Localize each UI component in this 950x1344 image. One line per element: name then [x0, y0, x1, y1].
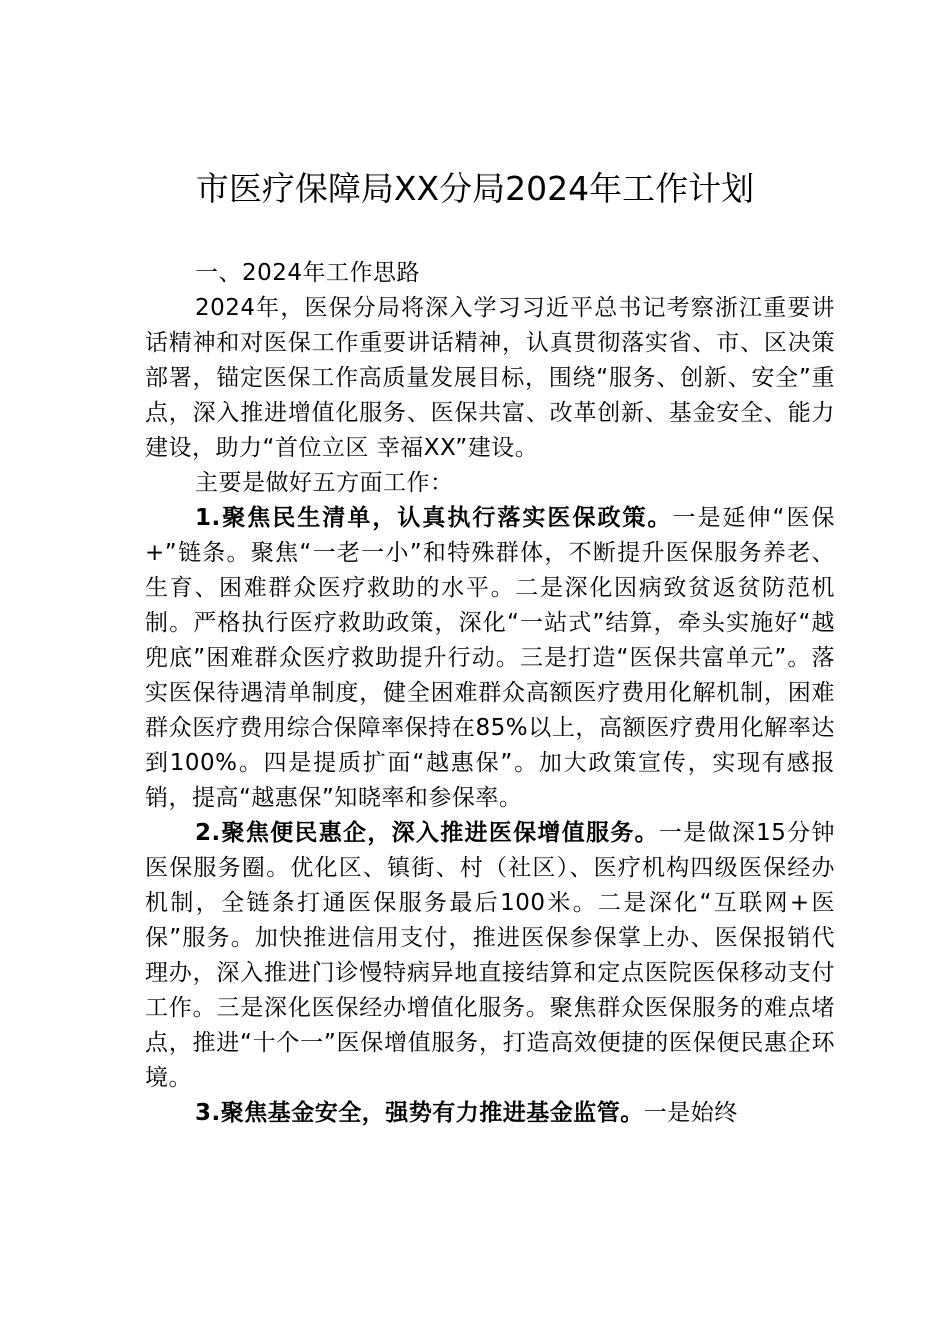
item-1-lead: 1.聚焦民生清单，认真执行落实医保政策。	[195, 505, 673, 531]
paragraph-item-2	[145, 816, 835, 1096]
item-2-lead: 2.聚焦便民惠企，深入推进医保增值服务。	[195, 820, 659, 846]
document-body	[145, 256, 835, 1131]
item-1-text: 一是延伸“医保+”链条。聚焦“一老一小”和特殊群体，不断提升医保服务养老、生育、困难群众医疗救助的水平。二是深化因病致贫返贫防范机制。严格执行医疗救助政策，深化“一站式”结算，牵头实施好“越兜底”困难群众医疗救助提升行动。三是打造“医保共富单元”。落实医保待遇清单制度，健全困难群众高额医疗费用化解机制，困难群众医疗费用综合保障率保持在85%以上，高额医疗费用化解率达到100%。四是提质扩面“越惠保”。加大政策宣传，实现有感报销，提高“越惠保”知晓率和参保率。	[145, 505, 835, 811]
paragraph-item-1	[145, 501, 835, 816]
item-2-text: 一是做深15分钟医保服务圈。优化区、镇街、村（社区）、医疗机构四级医保经办机制，全链条打通医保服务最后100米。二是深化“互联网+医保”服务。加快推进信用支付，推进医保参保掌上办、医保报销代理办，深入推进门诊慢特病异地直接结算和定点医院医保移动支付工作。三是深化医保经办增值化服务。聚焦群众医保服务的难点堵点，推进“十个一”医保增值服务，打造高效便捷的医保便民惠企环境。	[145, 820, 835, 1091]
document-title: 市医疗保障局XX分局2024年工作计划	[195, 169, 755, 208]
paragraph-five-aspects: 主要是做好五方面工作：	[195, 470, 454, 496]
item-3-lead: 3.聚焦基金安全，强势有力推进基金监管。	[195, 1100, 644, 1126]
item-3-text: 一是始终	[643, 1100, 738, 1126]
paragraph-item-3	[145, 1096, 835, 1131]
section-heading: 一、2024年工作思路	[195, 260, 421, 286]
paragraph-work-approach: 2024年，医保分局将深入学习习近平总书记考察浙江重要讲话精神和对医保工作重要讲话精神，认真贯彻落实省、市、区决策部署，锚定医保工作高质量发展目标，围绕“服务、创新、安全”重点，深入推进增值化服务、医保共富、改革创新、基金安全、能力建设，助力“首位立区 幸福XX”建设。	[145, 295, 835, 461]
